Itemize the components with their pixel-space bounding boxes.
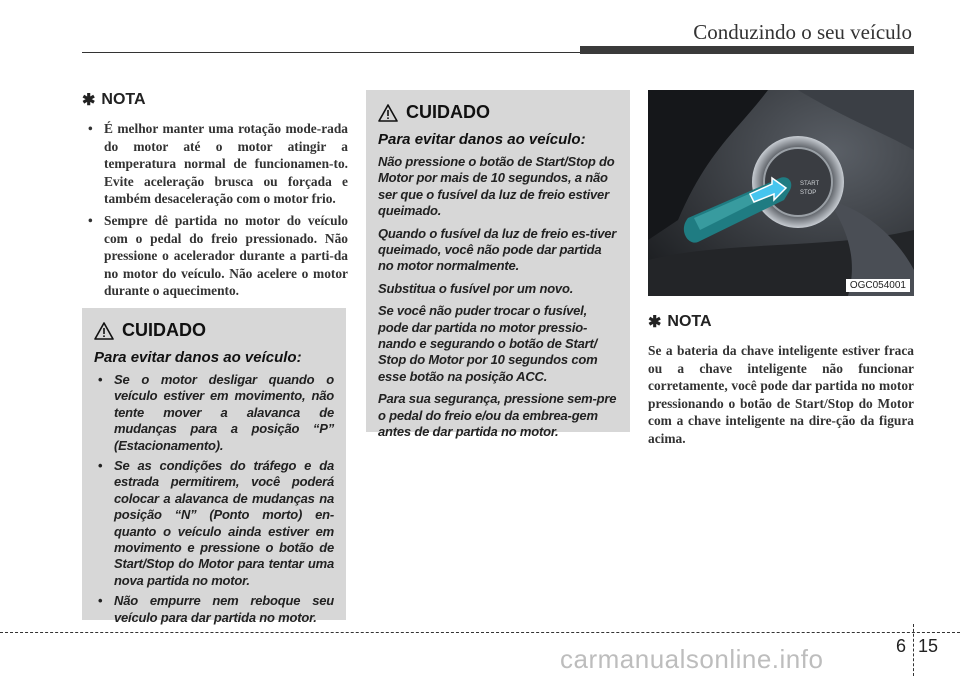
figure-photo xyxy=(648,90,914,296)
svg-text:STOP: STOP xyxy=(800,190,817,196)
watermark: carmanualsonline.info xyxy=(560,644,824,674)
caution-subheading: Para evitar danos ao veículo: xyxy=(94,349,302,366)
caution-paragraph: Não pressione o botão de Start/Stop do Motor por mais de 10 segundos, a não ser que o fusível da luz de freio estiver queimado. xyxy=(378,154,615,219)
smart-key-illustration xyxy=(648,90,914,296)
header-title: Conduzindo o seu veículo xyxy=(693,20,912,44)
nota-heading-text: NOTA xyxy=(101,91,146,108)
list-item: • É melhor manter uma rotação mode-rada do motor até o motor atingir a temperatura normal de funcionamen-to. Evite aceleração brusca ou forçada e também desaceleração com o motor frio. xyxy=(82,120,348,208)
nota-section xyxy=(82,90,348,304)
nota-list xyxy=(82,120,348,300)
footer-divider xyxy=(913,624,914,676)
page-number: 15 xyxy=(918,636,939,656)
caution-box xyxy=(82,308,346,625)
figure-caption: OGC054001 xyxy=(846,279,910,292)
caution-list xyxy=(94,372,334,626)
list-item: • Se as condições do tráfego e da estrada permitirem, você poderá colocar a alavanca de mudanças na posição “N” (Ponto morto) en-quanto o veículo ainda estiver em movimento e pressione o botão de Start/Stop do Motor para tentar uma nova partida no motor. xyxy=(94,458,334,589)
caution-paragraph: Para sua segurança, pressione sem-pre o pedal do freio e/ou da embrea-gem antes de dar partida no motor. xyxy=(378,391,617,440)
caution-heading xyxy=(378,102,618,123)
caution-heading-text: CUIDADO xyxy=(406,102,490,122)
caution-paragraph: Quando o fusível da luz de freio es-tiver queimado, você não pode dar partida no motor normalmente. xyxy=(378,225,617,274)
caution-paragraph: Substitua o fusível por um novo. xyxy=(378,280,574,296)
warning-icon xyxy=(94,322,114,340)
nota-paragraph: Se a bateria da chave inteligente estiver fraca ou a chave inteligente não funcionar corretamente, você pode dar partida no motor pressionando o botão de Start/Stop do Motor com a chave inteligente na dire-ção da figura acima. xyxy=(648,343,914,446)
caution-box-2 xyxy=(366,90,630,440)
list-item: • Se o motor desligar quando o veículo estiver em movimento, não tente mover a alavanca de mudanças para a posição “P” (Estacionamento). xyxy=(94,372,334,454)
caution-paragraph: Se você não puder trocar o fusível, pode dar partida no motor pressio-nando e segurando o botão de Start/ Stop do Motor por 10 segundos com esse botão na posição ACC. xyxy=(378,303,598,384)
caution-heading-text: CUIDADO xyxy=(122,320,206,340)
caution-subheading: Para evitar danos ao veículo: xyxy=(378,131,586,148)
nota-heading-text: NOTA xyxy=(667,313,712,330)
asterisk-icon: ✱ xyxy=(82,92,96,109)
nota-heading xyxy=(648,312,914,332)
warning-icon xyxy=(378,104,398,122)
list-item: • Não empurre nem reboque seu veículo para dar partida no motor. xyxy=(94,593,334,626)
asterisk-icon: ✱ xyxy=(648,314,662,331)
header-rule xyxy=(82,52,582,53)
nota-heading xyxy=(82,90,348,110)
nota-section-2 xyxy=(648,312,914,448)
chapter-number: 6 xyxy=(896,636,907,656)
footer-rule xyxy=(0,632,960,633)
list-item: • Sempre dê partida no motor do veículo com o pedal do freio pressionado. Não pressione o acelerador durante a parti-da no motor do veículo. Não acelere o motor durante o aquecimento. xyxy=(82,212,348,300)
header-rule-thick xyxy=(580,46,914,54)
svg-text:START: START xyxy=(800,181,820,187)
caution-heading xyxy=(94,320,334,341)
